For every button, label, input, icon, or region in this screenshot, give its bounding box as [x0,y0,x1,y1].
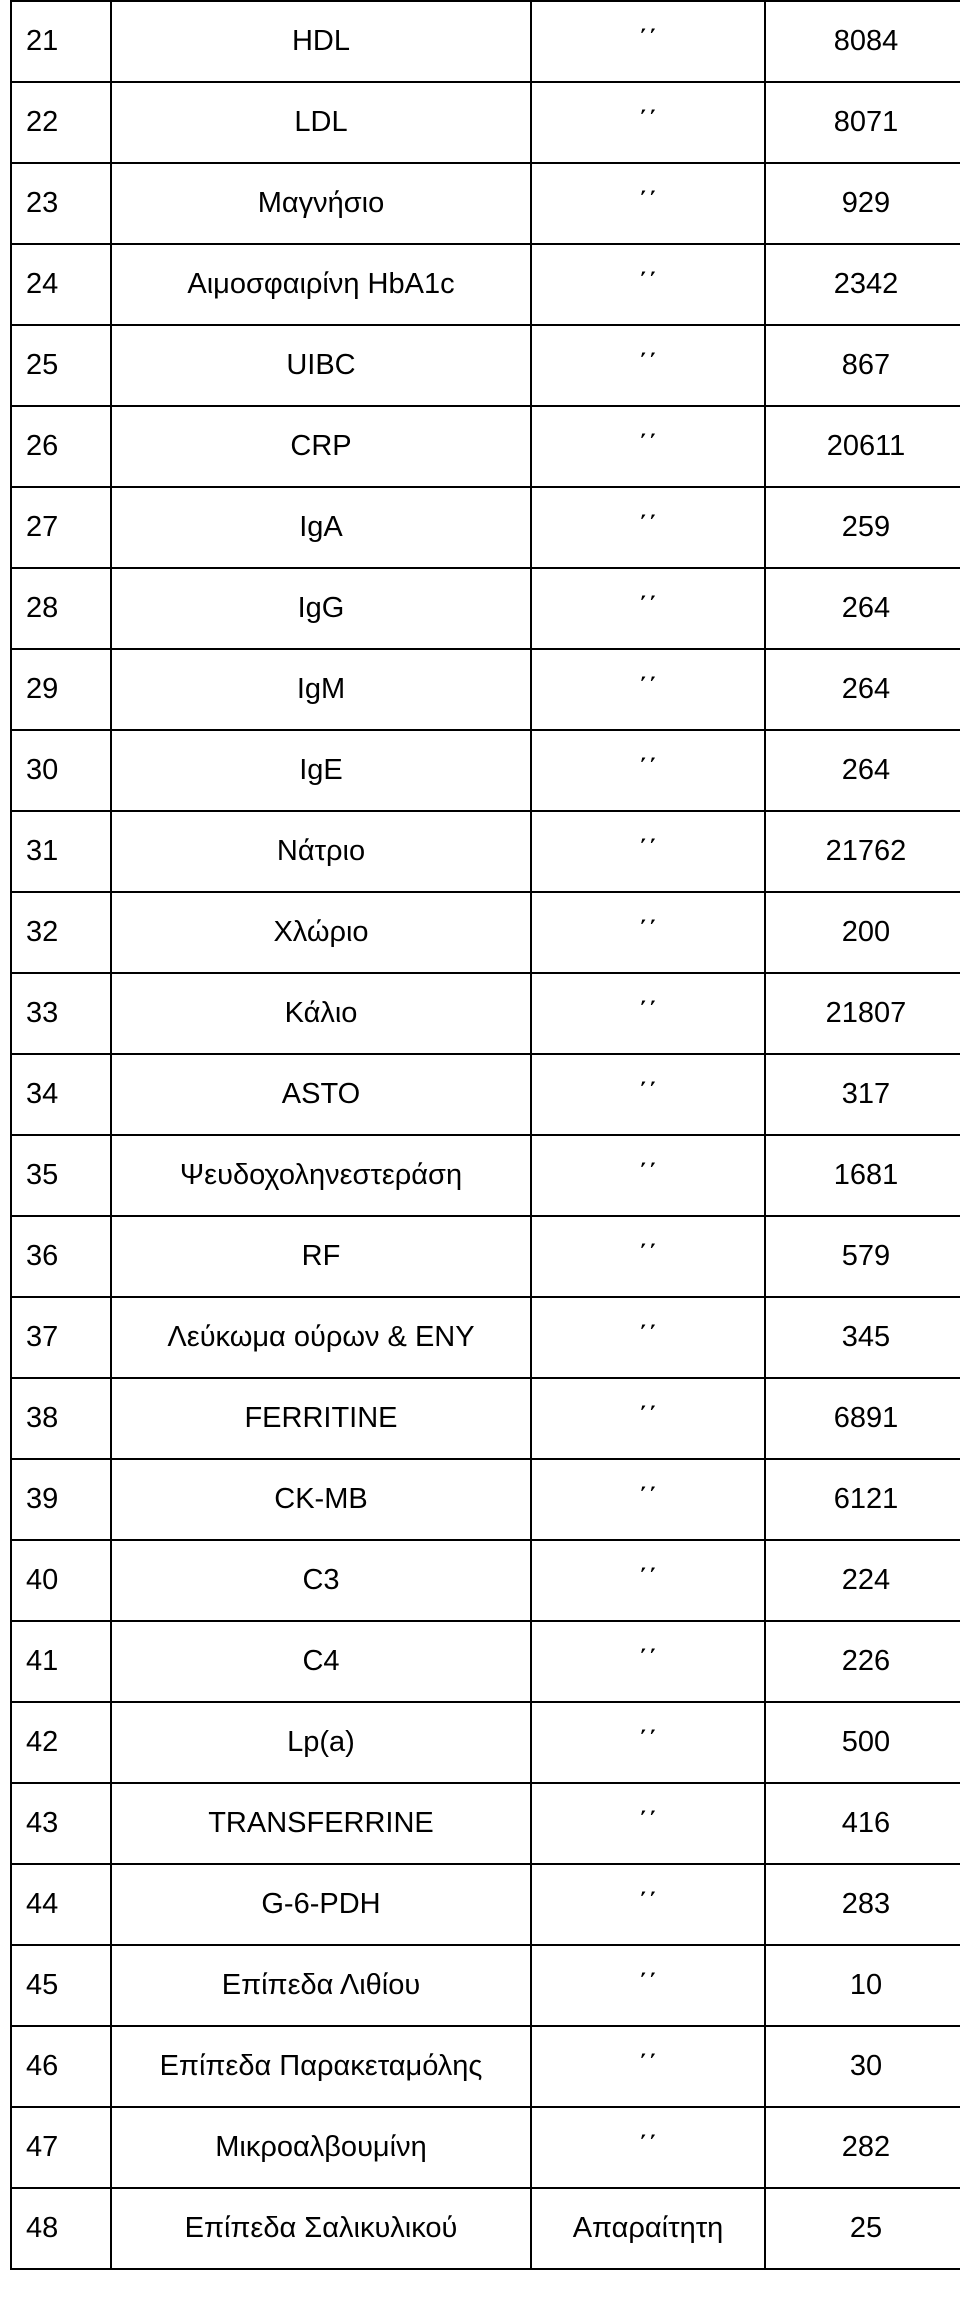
row-number-cell: 39 [11,1459,111,1540]
note-cell: ΄΄ [531,1297,765,1378]
table-row [11,973,960,1054]
table-row [11,2026,960,2107]
test-name-cell: Κάλιο [111,973,531,1054]
note-cell: ΄΄ [531,1,765,82]
quantity-cell: 10 [765,1945,960,2026]
note-cell: ΄΄ [531,1135,765,1216]
test-name-cell: Ψευδοχοληνεστεράση [111,1135,531,1216]
table-row [11,892,960,973]
row-number-cell: 22 [11,82,111,163]
row-number-cell: 43 [11,1783,111,1864]
note-cell: ΄΄ [531,1378,765,1459]
table-row [11,1135,960,1216]
row-number-cell: 37 [11,1297,111,1378]
note-cell: ΄΄ [531,811,765,892]
quantity-cell: 224 [765,1540,960,1621]
note-cell: ΄΄ [531,1945,765,2026]
row-number-cell: 30 [11,730,111,811]
quantity-cell: 21762 [765,811,960,892]
table-row [11,1054,960,1135]
row-number-cell: 21 [11,1,111,82]
test-name-cell: Επίπεδα Παρακεταμόλης [111,2026,531,2107]
row-number-cell: 41 [11,1621,111,1702]
note-cell: ΄΄ [531,82,765,163]
row-number-cell: 45 [11,1945,111,2026]
note-cell: ΄΄ [531,649,765,730]
table-row [11,811,960,892]
test-name-cell: IgE [111,730,531,811]
row-number-cell: 40 [11,1540,111,1621]
note-cell: ΄΄ [531,1702,765,1783]
note-cell: ΄΄ [531,1459,765,1540]
note-cell: ΄΄ [531,163,765,244]
note-cell: ΄΄ [531,487,765,568]
table-row [11,1702,960,1783]
note-cell: ΄΄ [531,1864,765,1945]
test-name-cell: Αιμοσφαιρίνη HbA1c [111,244,531,325]
row-number-cell: 38 [11,1378,111,1459]
note-cell: ΄΄ [531,1216,765,1297]
row-number-cell: 23 [11,163,111,244]
table-row [11,1459,960,1540]
quantity-cell: 282 [765,2107,960,2188]
row-number-cell: 42 [11,1702,111,1783]
test-name-cell: G-6-PDH [111,1864,531,1945]
row-number-cell: 24 [11,244,111,325]
quantity-cell: 264 [765,568,960,649]
quantity-cell: 317 [765,1054,960,1135]
quantity-cell: 867 [765,325,960,406]
row-number-cell: 27 [11,487,111,568]
quantity-cell: 929 [765,163,960,244]
note-cell: ΄΄ [531,973,765,1054]
quantity-cell: 8071 [765,82,960,163]
quantity-cell: 8084 [765,1,960,82]
quantity-cell: 259 [765,487,960,568]
test-name-cell: TRANSFERRINE [111,1783,531,1864]
test-name-cell: Μαγνήσιο [111,163,531,244]
table-row [11,1216,960,1297]
test-name-cell: Λεύκωμα ούρων & ΕΝΥ [111,1297,531,1378]
table-row [11,1864,960,1945]
test-name-cell: Επίπεδα Σαλικυλικού [111,2188,531,2269]
row-number-cell: 48 [11,2188,111,2269]
test-name-cell: IgM [111,649,531,730]
table-row [11,1783,960,1864]
quantity-cell: 416 [765,1783,960,1864]
note-cell: Απαραίτητη [531,2188,765,2269]
table-row [11,244,960,325]
row-number-cell: 44 [11,1864,111,1945]
test-name-cell: LDL [111,82,531,163]
table-row [11,487,960,568]
table-row [11,82,960,163]
test-name-cell: ASTO [111,1054,531,1135]
quantity-cell: 20611 [765,406,960,487]
test-name-cell: C4 [111,1621,531,1702]
row-number-cell: 46 [11,2026,111,2107]
test-name-cell: RF [111,1216,531,1297]
table-row [11,406,960,487]
test-name-cell: Επίπεδα Λιθίου [111,1945,531,2026]
table-row [11,649,960,730]
table-row [11,1297,960,1378]
quantity-cell: 1681 [765,1135,960,1216]
row-number-cell: 25 [11,325,111,406]
row-number-cell: 33 [11,973,111,1054]
table-row [11,2107,960,2188]
row-number-cell: 36 [11,1216,111,1297]
row-number-cell: 32 [11,892,111,973]
note-cell: ΄΄ [531,244,765,325]
test-name-cell: FERRITINE [111,1378,531,1459]
table-row [11,730,960,811]
row-number-cell: 34 [11,1054,111,1135]
test-name-cell: CRP [111,406,531,487]
quantity-cell: 264 [765,649,960,730]
table-row [11,163,960,244]
note-cell: ΄΄ [531,1621,765,1702]
row-number-cell: 28 [11,568,111,649]
test-name-cell: IgG [111,568,531,649]
note-cell: ΄΄ [531,406,765,487]
table-row [11,325,960,406]
note-cell: ΄΄ [531,1783,765,1864]
quantity-cell: 25 [765,2188,960,2269]
quantity-cell: 21807 [765,973,960,1054]
table-row [11,1945,960,2026]
quantity-cell: 283 [765,1864,960,1945]
table-row [11,568,960,649]
test-name-cell: Lp(a) [111,1702,531,1783]
quantity-cell: 500 [765,1702,960,1783]
table-row [11,2188,960,2269]
quantity-cell: 30 [765,2026,960,2107]
note-cell: ΄΄ [531,1540,765,1621]
test-name-cell: HDL [111,1,531,82]
quantity-cell: 6891 [765,1378,960,1459]
note-cell: ΄΄ [531,2107,765,2188]
quantity-cell: 200 [765,892,960,973]
quantity-cell: 579 [765,1216,960,1297]
row-number-cell: 31 [11,811,111,892]
test-name-cell: C3 [111,1540,531,1621]
test-name-cell: Χλώριο [111,892,531,973]
table-row [11,1621,960,1702]
lab-tests-table [10,0,960,2270]
note-cell: ΄΄ [531,325,765,406]
note-cell: ΄΄ [531,1054,765,1135]
quantity-cell: 226 [765,1621,960,1702]
note-cell: ΄΄ [531,730,765,811]
row-number-cell: 29 [11,649,111,730]
table-row [11,1378,960,1459]
table-row [11,1,960,82]
row-number-cell: 47 [11,2107,111,2188]
test-name-cell: Νάτριο [111,811,531,892]
quantity-cell: 345 [765,1297,960,1378]
row-number-cell: 35 [11,1135,111,1216]
quantity-cell: 2342 [765,244,960,325]
lab-tests-table-container [10,0,946,2270]
test-name-cell: IgA [111,487,531,568]
note-cell: ΄΄ [531,2026,765,2107]
test-name-cell: CK-MB [111,1459,531,1540]
table-row [11,1540,960,1621]
table-body [11,1,960,2269]
test-name-cell: Μικροαλβουμίνη [111,2107,531,2188]
row-number-cell: 26 [11,406,111,487]
test-name-cell: UIBC [111,325,531,406]
note-cell: ΄΄ [531,892,765,973]
note-cell: ΄΄ [531,568,765,649]
quantity-cell: 6121 [765,1459,960,1540]
quantity-cell: 264 [765,730,960,811]
